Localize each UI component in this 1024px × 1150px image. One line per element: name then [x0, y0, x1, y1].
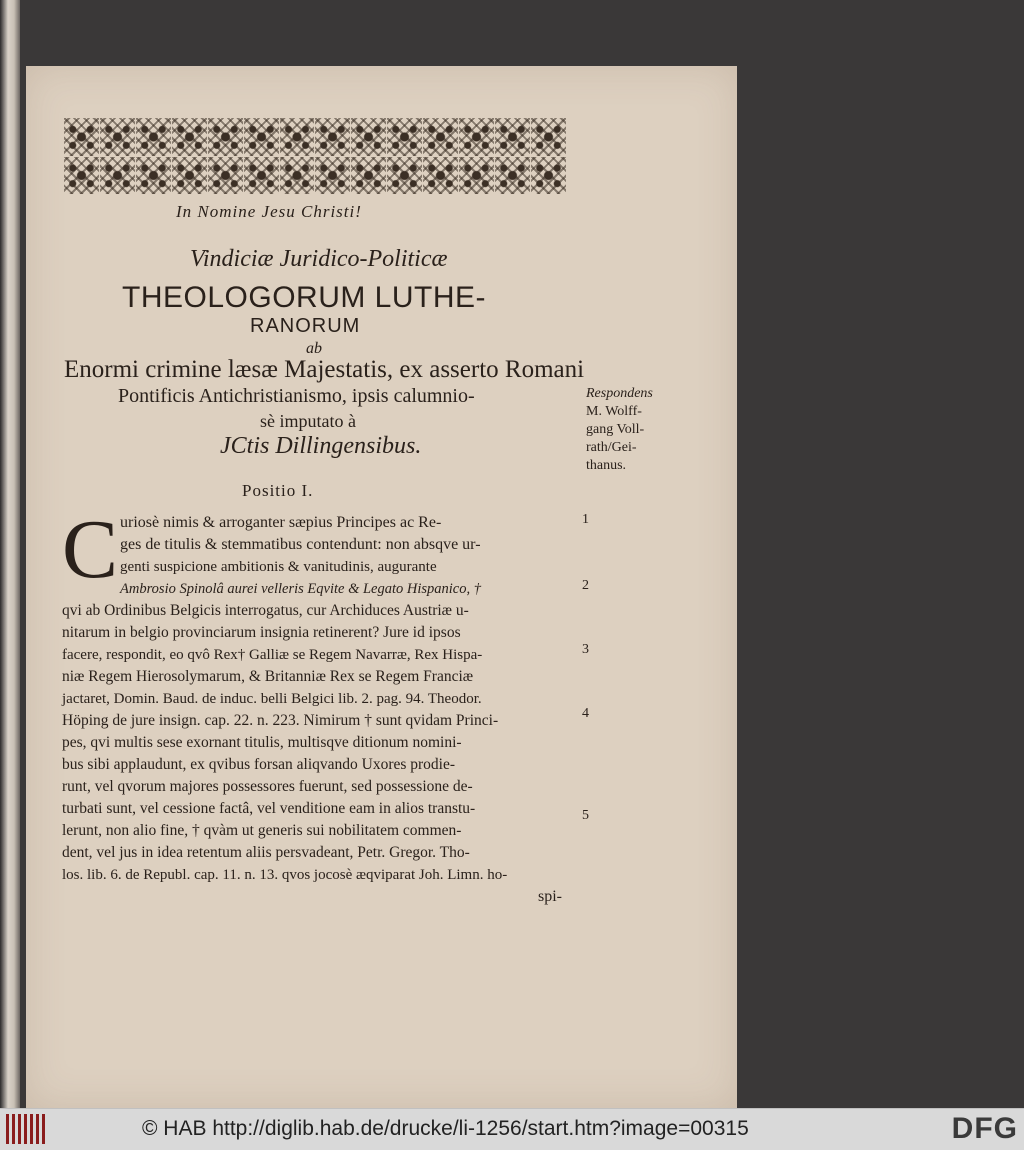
ornamental-headpiece	[64, 118, 566, 194]
section-heading: Positio I.	[242, 481, 314, 500]
respondent-line: thanus.	[586, 458, 627, 473]
drop-cap: C	[62, 503, 119, 596]
body-text	[62, 512, 570, 908]
margin-number: 2	[582, 578, 589, 593]
text-line: niæ Regem Hierosolymarum, & Britanniæ Rex se Regem Franciæ	[62, 668, 474, 685]
text-line: los. lib. 6. de Republ. cap. 11. n. 13. qvos jocosè æqviparat Joh. Limn. ho-	[62, 867, 508, 883]
respondent-line: rath/Gei-	[586, 440, 637, 455]
adjacent-page-edge	[0, 0, 20, 1108]
text-line: runt, vel qvorum majores possessores fuerunt, sed possessione de-	[62, 778, 473, 795]
text-line: pes, qvi multis sese exornant titulis, multisqve ditionum nomini-	[62, 734, 462, 751]
text-line: nitarum in belgio provinciarum insignia retinerent? Jure id ipsos	[62, 624, 461, 641]
text-line: facere, respondit, eo qvô Rex† Galliæ se Regem Navarræ, Rex Hispa-	[62, 647, 483, 663]
text-line: qvi ab Ordinibus Belgicis interrogatus, cur Archiduces Austriæ u-	[62, 602, 469, 619]
catchword: spi-	[538, 888, 562, 905]
title-ab: ab	[306, 340, 322, 357]
title-line-2: RANORUM	[250, 315, 361, 337]
text-line: Höping de jure insign. cap. 22. n. 223. Nimirum † sunt qvidam Princi-	[62, 712, 499, 729]
subtitle: Vindiciæ Juridico-Politicæ	[190, 246, 448, 272]
margin-number: 1	[582, 512, 589, 527]
text-line: bus sibi applaudunt, ex qvibus forsan aliqvando Uxores prodie-	[62, 756, 456, 773]
text-line: genti suspicione ambitionis & vanitudinis, augurante	[120, 559, 437, 575]
title-line-4: Pontificis Antichristianismo, ipsis calumnio-	[118, 385, 475, 407]
title-line-6: JCtis Dillingensibus.	[220, 433, 422, 459]
margin-number: 5	[582, 808, 589, 823]
text-line: turbati sunt, vel cessione factâ, vel venditione eam in alios transtu-	[62, 800, 476, 817]
margin-number: 4	[582, 706, 589, 721]
title-line-1: THEOLOGORUM LUTHE-	[122, 281, 487, 314]
text-line: jactaret, Domin. Baud. de induc. belli Belgici lib. 2. pag. 94. Theodor.	[62, 691, 482, 707]
title-line-5: sè imputato à	[260, 411, 356, 431]
respondent-note	[586, 385, 666, 475]
invocation-heading: In Nomine Jesu Christi!	[176, 202, 362, 221]
viewer-footer	[0, 1108, 1024, 1150]
text-line: Ambrosio Spinolâ aurei velleris Eqvite & Legato Hispanico, †	[120, 581, 481, 597]
respondent-line: M. Wolff-	[586, 404, 642, 419]
title-line-3: Enormi crimine læsæ Majestatis, ex asserto Romani	[64, 356, 585, 383]
respondent-line: gang Voll-	[586, 422, 645, 437]
dfg-logo: DFG	[951, 1112, 1018, 1145]
text-line: ges de titulis & stemmatibus contendunt: non absqve ur-	[120, 536, 481, 553]
respondent-line: Respondens	[586, 386, 653, 401]
text-line: dent, vel jus in idea retentum aliis persvadeant, Petr. Gregor. Tho-	[62, 844, 470, 861]
source-link[interactable]: © HAB http://diglib.hab.de/drucke/li-1256/start.htm?image=00315	[142, 1117, 749, 1140]
margin-number: 3	[582, 642, 589, 657]
hab-logo-icon	[6, 1114, 46, 1144]
text-line: uriosè nimis & arroganter sæpius Principes ac Re-	[120, 514, 442, 531]
text-line: lerunt, non alio fine, † qvàm ut generis sui nobilitatem commen-	[62, 822, 462, 839]
